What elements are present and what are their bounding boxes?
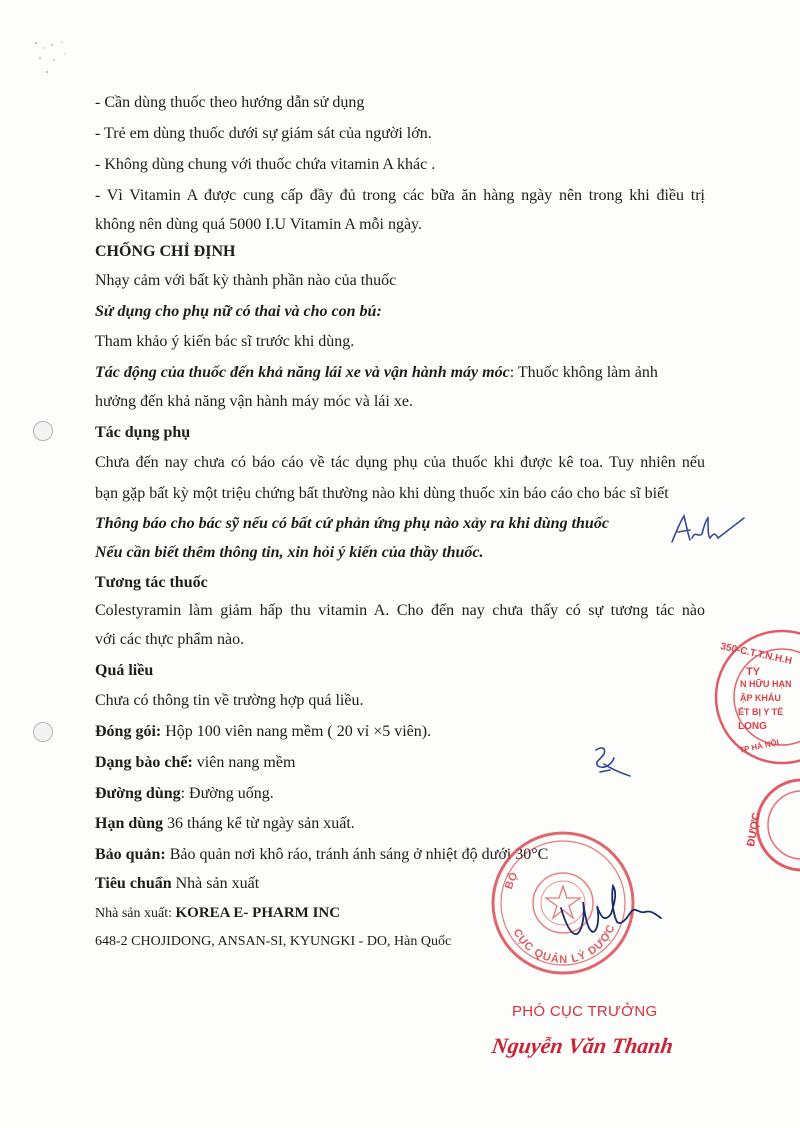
overdose-heading: Quá liều	[95, 662, 154, 679]
side-effects-heading: Tác dụng phụ	[95, 424, 191, 441]
partial-seal-text: ĐƯỢC	[745, 811, 763, 848]
initials-signature-2	[588, 742, 638, 782]
overdose-text: Chưa có thông tin về trường hợp quá liều.	[95, 692, 364, 709]
stamp-line-3: ẬP KHẨU	[740, 693, 781, 703]
stamp-line-5: LONG	[738, 721, 767, 732]
manufacturer-label: Nhà sản xuất:	[95, 906, 176, 921]
seal-top-text: BỘ	[502, 870, 521, 891]
interactions-text-2: với các thực phẩm nào.	[95, 631, 245, 648]
driving-heading: Tác động của thuốc đến khả năng lái xe và vận hành máy móc	[95, 364, 510, 381]
storage-line	[95, 845, 548, 865]
initials-signature-1	[668, 508, 748, 548]
stamp-code: 350-C.T.T.N.H.H	[719, 641, 793, 668]
driving-text-cont: hưởng đến khả năng vận hành máy móc và lái xe.	[95, 393, 413, 410]
dosage-form-label: Dạng bào chế:	[95, 754, 193, 771]
driving-paragraph	[95, 363, 658, 383]
instruction-line-4: - Vì Vitamin A được cung cấp đầy đủ trong các bữa ăn hàng ngày nên trong khi điều trị	[95, 187, 705, 204]
svg-text:BỘ	[503, 870, 521, 891]
standard-label: Tiêu chuẩn	[95, 875, 172, 892]
stamp-line-4: ẾT BỊ Y TẾ	[738, 707, 784, 717]
seal-bottom-text: CỤC QUẢN LÝ DƯỢC	[510, 922, 618, 967]
scan-specks	[32, 40, 72, 85]
instruction-line-5: không nên dùng quá 5000 I.U Vitamin A mỗi ngày.	[95, 216, 423, 233]
shelf-life-line	[95, 814, 355, 834]
stamp-line-1: TY	[746, 666, 761, 678]
stamp-city: TP HÀ NỘI	[738, 737, 780, 755]
company-stamp	[700, 625, 800, 770]
contraindications-text: Nhạy cảm với bất kỳ thành phần nào của thuốc	[95, 272, 397, 289]
partial-seal-right	[740, 775, 800, 875]
official-signature	[555, 878, 665, 948]
shelf-life-value: 36 tháng kể từ ngày sản xuất.	[163, 815, 355, 832]
manufacturer-address: 648-2 CHOJIDONG, ANSAN-SI, KYUNGKI - DO, Hàn Quốc	[95, 934, 452, 949]
dosage-form-value: viên nang mềm	[192, 754, 296, 771]
pregnancy-heading: Sử dụng cho phụ nữ có thai và cho con bú:	[95, 303, 382, 320]
shelf-life-label: Hạn dùng	[95, 815, 164, 832]
deputy-director-name: Nguyễn Văn Thanh	[490, 1033, 675, 1058]
interactions-heading: Tương tác thuốc	[95, 574, 208, 591]
packaging-line	[95, 722, 431, 742]
driving-text-inline: : Thuốc không làm ảnh	[509, 364, 658, 381]
storage-value: Bảo quản nơi khô ráo, tránh ánh sáng ở nhiệt độ dưới 30°C	[165, 846, 549, 863]
interactions-text-1: Colestyramin làm giảm hấp thu vitamin A. Cho đến nay chưa thấy có sự tương tác nào	[95, 602, 705, 619]
dosage-form-line	[95, 753, 295, 773]
standard-line	[95, 874, 259, 894]
packaging-value: Hộp 100 viên nang mềm ( 20 vỉ ×5 viên).	[161, 723, 432, 740]
contraindications-heading: CHỐNG CHỈ ĐỊNH	[95, 243, 236, 260]
route-label: Đường dùng	[95, 785, 181, 802]
side-effects-warning-1: Thông báo cho bác sỹ nếu có bất cứ phản ứng phụ nào xảy ra khi dùng thuốc	[95, 515, 609, 532]
deputy-director-title: PHÓ CỤC TRƯỞNG	[512, 1003, 658, 1020]
stamp-line-2: N HỮU HẠN	[740, 679, 792, 689]
route-line	[95, 784, 274, 804]
instruction-line-2: - Trẻ em dùng thuốc dưới sự giám sát của người lớn.	[95, 125, 432, 142]
punch-hole-upper	[33, 421, 53, 441]
route-value: : Đường uống.	[180, 785, 274, 802]
manufacturer-line	[95, 903, 340, 924]
pregnancy-text: Tham khảo ý kiến bác sĩ trước khi dùng.	[95, 333, 355, 350]
standard-value: Nhà sản xuất	[171, 875, 260, 892]
instruction-line-3: - Không dùng chung với thuốc chứa vitamin A khác .	[95, 156, 436, 173]
manufacturer-name: KOREA E- PHARM INC	[175, 905, 341, 921]
punch-hole-lower	[33, 722, 53, 742]
side-effects-text-2: bạn gặp bất kỳ một triệu chứng bất thường nào khi dùng thuốc xin báo cáo cho bác sĩ biết	[95, 485, 669, 502]
packaging-label: Đóng gói:	[95, 723, 162, 740]
instruction-line-1: - Cần dùng thuốc theo hướng dẫn sử dụng	[95, 94, 365, 111]
storage-label: Bảo quản:	[95, 846, 166, 863]
side-effects-text-1: Chưa đến nay chưa có báo cáo về tác dụng phụ của thuốc khi được kê toa. Tuy nhiên nếu	[95, 454, 705, 471]
side-effects-warning-2: Nếu cần biết thêm thông tin, xin hỏi ý kiến của thầy thuốc.	[95, 544, 484, 561]
